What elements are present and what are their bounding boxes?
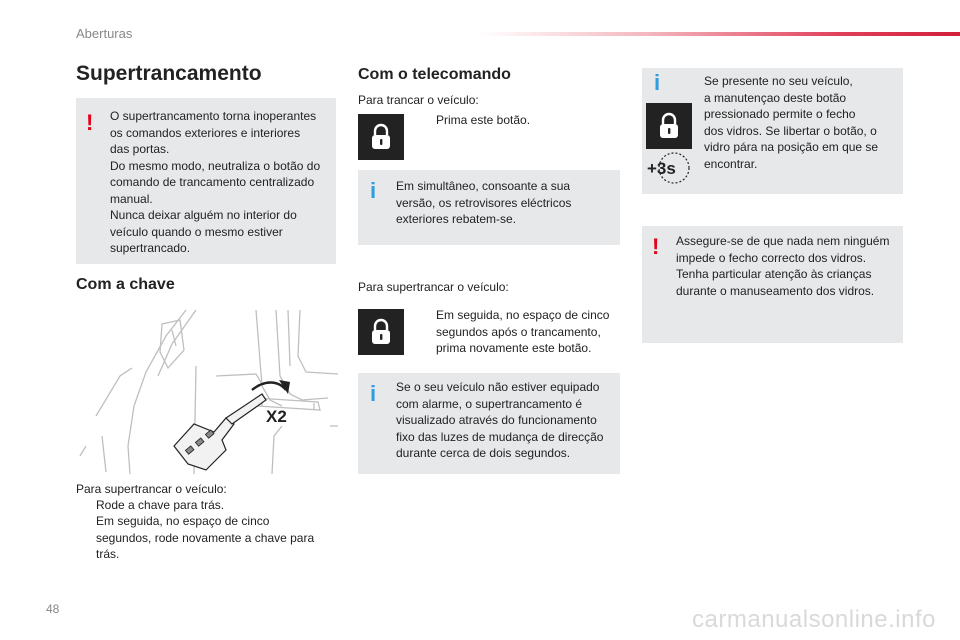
- tele-intro-lock: Para trancar o veículo:: [358, 93, 479, 107]
- heading-com-o-telecomando: Com o telecomando: [358, 66, 511, 83]
- lock-button-icon: [358, 309, 404, 355]
- info-icon: i: [654, 70, 661, 95]
- bullet-icon: [76, 513, 96, 563]
- info-box-mirrors: i Em simultâneo, consoante a sua versão, os retrovisores eléctricos exteriores rebatem-se.: [358, 170, 620, 245]
- section-label: Aberturas: [76, 26, 133, 41]
- info-box-alarm: i Se o seu veículo não estiver equipado com alarme, o supertrancamento é visualizado através do funcionamento fixo das luzes de mudança de direcção durante cerca de dois segundos.: [358, 373, 620, 474]
- chave-step-1: Rode a chave para trás.: [76, 497, 338, 514]
- warning-box-main: [76, 98, 336, 264]
- bullet-icon: [416, 112, 436, 129]
- warning-icon: !: [86, 110, 94, 135]
- page-number: 48: [46, 602, 60, 616]
- chave-step-2: Em seguida, no espaço de cinco segundos, rode novamente a chave para trás.: [76, 513, 338, 563]
- timer-label: +3s: [647, 159, 676, 178]
- timer-3s-icon: [646, 151, 692, 185]
- tele-step-lock: Prima este botão.: [416, 112, 616, 129]
- warning-box-windows: ! Assegure-se de que nada nem ninguém impede o fecho correcto dos vidros. Tenha particular atenção às crianças durante o manuseamento dos vidros.: [642, 226, 903, 343]
- info-icon: i: [370, 381, 377, 406]
- x2-label: X2: [266, 407, 287, 426]
- lock-button-icon: [358, 114, 404, 160]
- lock-button-icon: [646, 103, 692, 149]
- chave-intro: Para supertrancar o veículo:: [76, 482, 227, 496]
- page-title: Supertrancamento: [76, 62, 262, 85]
- tele-step-superlock: Em seguida, no espaço de cinco segundos após o trancamento, prima novamente este botão.: [416, 307, 622, 357]
- windows-info-text: Se presente no seu veículo, a manutençao deste botão pressionado permite o fecho dos vidros. Se libertar o botão, o vidro pára na posição em que se encontrar.: [704, 74, 879, 171]
- header-accent-bar: [480, 32, 960, 36]
- warning-text: O supertrancamento torna inoperantes os comandos exteriores e interiores das portas. Do mesmo modo, neutraliza o botão do comando de trancamento centralizado manual. Nunca deixar alguém no interior do veículo quando o mesmo estiver supertrancado.: [110, 109, 321, 255]
- tele-intro-superlock: Para supertrancar o veículo:: [358, 280, 509, 294]
- bullet-icon: [76, 497, 96, 514]
- warning-icon: !: [652, 234, 660, 259]
- watermark: carmanualsonline.info: [692, 606, 936, 633]
- info-icon: i: [370, 178, 377, 203]
- heading-com-a-chave: Com a chave: [76, 276, 175, 293]
- bullet-icon: [416, 307, 436, 357]
- key-door-illustration: [76, 306, 340, 476]
